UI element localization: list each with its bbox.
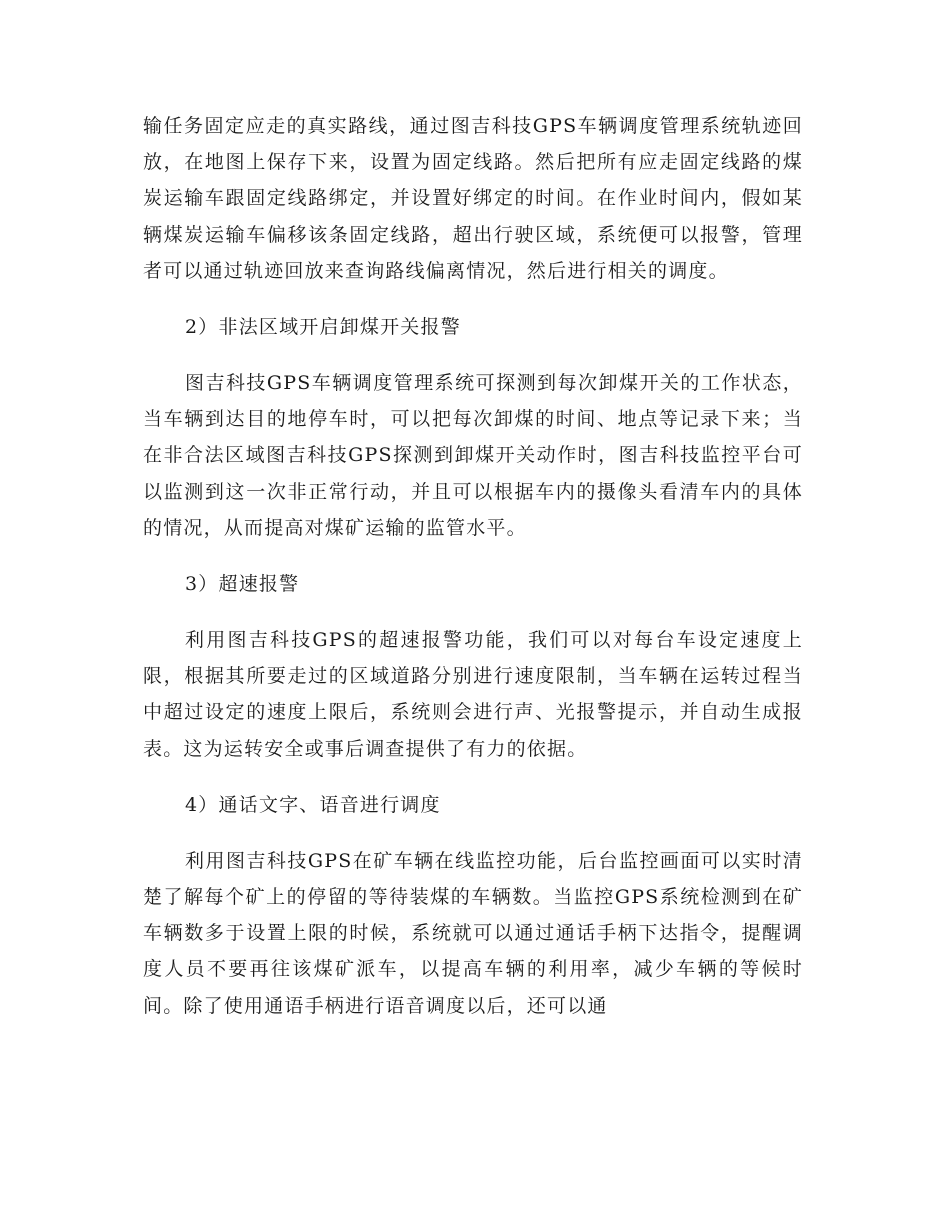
spacer [143, 345, 803, 365]
heading-illegal-unload-alarm: 2）非法区域开启卸煤开关报警 [185, 316, 461, 339]
document-body [143, 108, 803, 1024]
paragraph-speeding: 利用图吉科技GPS的超速报警功能，我们可以对每台车设定速度上限，根据其所要走过的区域道路分别进行速度限制，当车辆在运转过程当中超过设定的速度上限后，系统则会进行声、光报警提示，并自动生成报表。这为运转安全或事后调查提供了有力的依据。 [143, 629, 803, 760]
paragraph-voice-dispatch: 利用图吉科技GPS在矿车辆在线监控功能，后台监控画面可以实时清楚了解每个矿上的停留的等待装煤的车辆数。当监控GPS系统检测到在矿车辆数多于设置上限的时候，系统就可以通过通话手柄下达指令，提醒调度人员不要再往该煤矿派车，以提高车辆的利用率，减少车辆的等候时间。除了使用通语手柄进行语音调度以后，还可以通 [143, 849, 803, 1017]
heading-speeding-alarm: 3）超速报警 [185, 573, 300, 596]
spacer [143, 289, 803, 309]
spacer [143, 767, 803, 787]
heading-voice-dispatch: 4）通话文字、语音进行调度 [185, 793, 441, 816]
spacer [143, 546, 803, 566]
spacer [143, 823, 803, 843]
spacer [143, 602, 803, 622]
paragraph-fixed-route: 输任务固定应走的真实路线，通过图吉科技GPS车辆调度管理系统轨迹回放，在地图上保存下来，设置为固定线路。然后把所有应走固定线路的煤炭运输车跟固定线路绑定，并设置好绑定的时间。在作业时间内，假如某辆煤炭运输车偏移该条固定线路，超出行驶区域，系统便可以报警，管理者可以通过轨迹回放来查询路线偏离情况，然后进行相关的调度。 [143, 115, 803, 282]
paragraph-unload-switch: 图吉科技GPS车辆调度管理系统可探测到每次卸煤开关的工作状态，当车辆到达目的地停车时，可以把每次卸煤的时间、地点等记录下来；当在非合法区域图吉科技GPS探测到卸煤开关动作时，图吉科技监控平台可以监测到这一次非正常行动，并且可以根据车内的摄像头看清车内的具体的情况，从而提高对煤矿运输的监管水平。 [143, 372, 803, 539]
